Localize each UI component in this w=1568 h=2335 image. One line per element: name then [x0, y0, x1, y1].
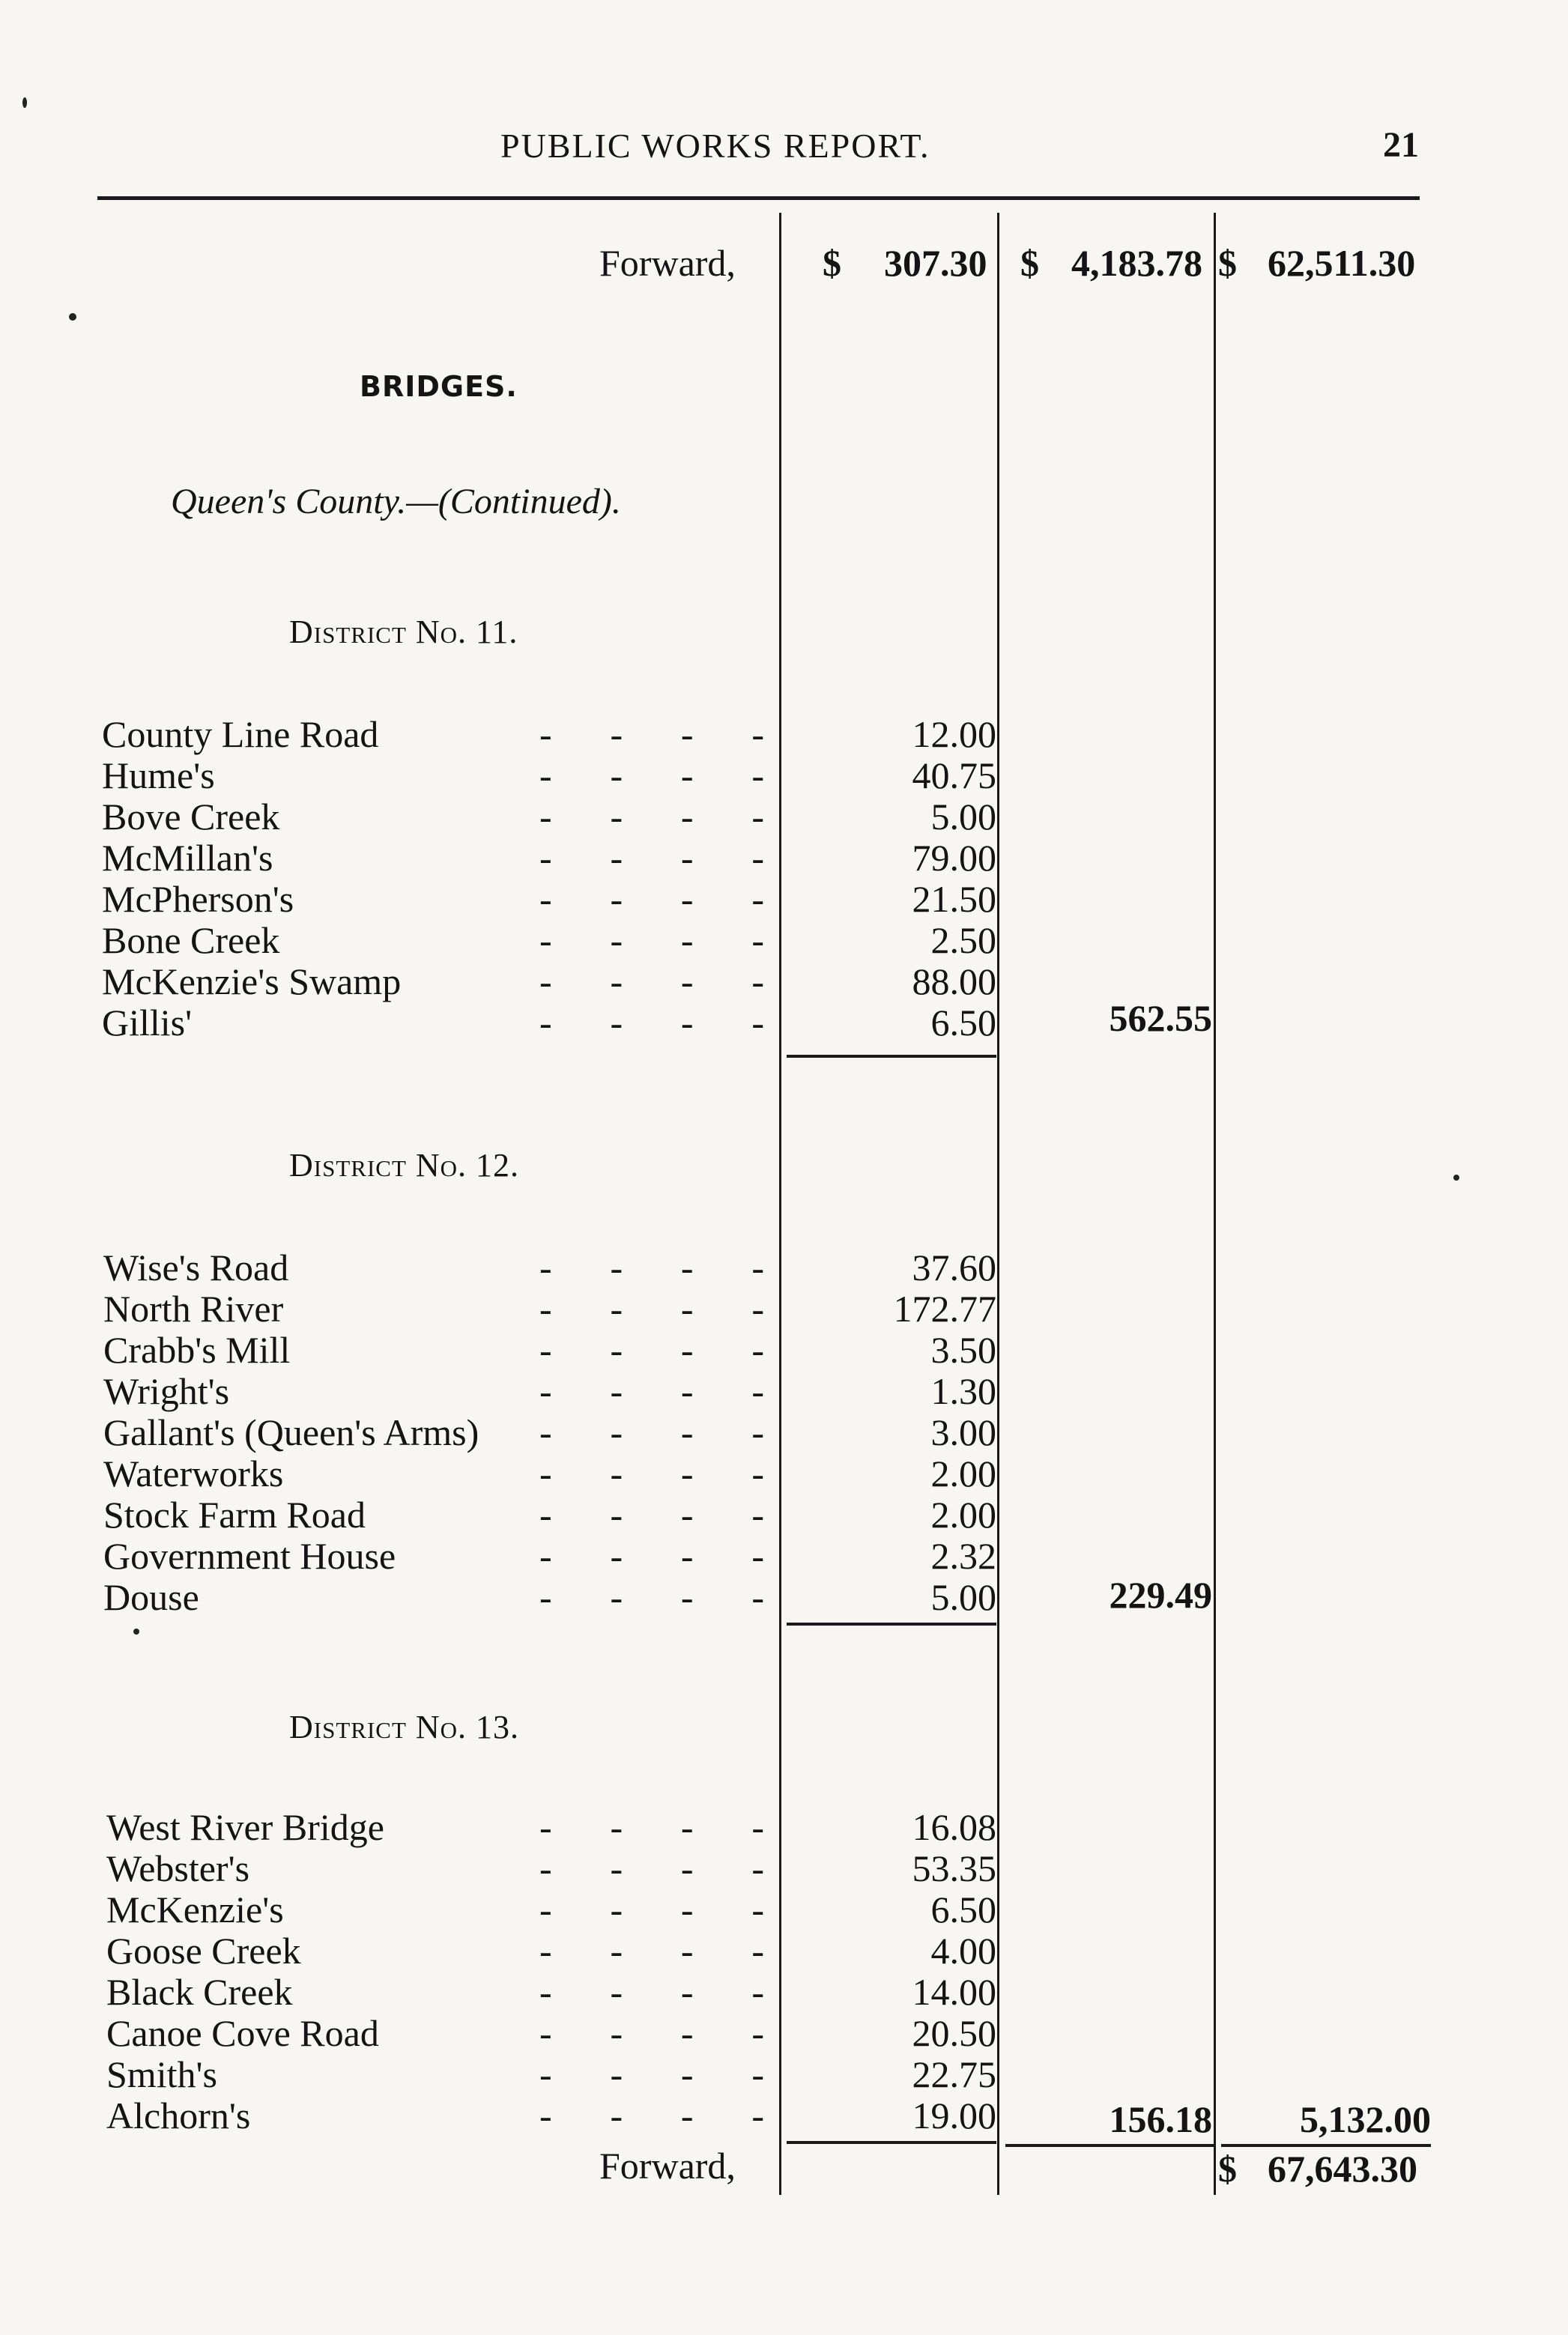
bridge-item-name: Crabb's Mill [103, 1329, 291, 1371]
bridge-item-amount: 5.00 [930, 1576, 996, 1618]
district-subtotal: 562.55 [1109, 997, 1212, 1039]
bridge-item-name: Bone Creek [102, 919, 280, 961]
bridge-item-name: Wright's [103, 1370, 230, 1412]
forward-col3-value: 62,511.30 [1268, 242, 1416, 284]
subtotal-rule [787, 1623, 996, 1626]
bridge-item-name: Alchorn's [106, 2095, 251, 2136]
scan-speck [22, 97, 27, 108]
bridge-item-name: Hume's [102, 754, 215, 796]
bridge-item-amount: 88.00 [912, 960, 996, 1002]
leader-dashes: - - - - [539, 2053, 764, 2095]
forward-label-top: Forward, [599, 242, 736, 284]
leader-dashes: - - - - [539, 919, 764, 961]
bridge-item-amount: 12.00 [912, 713, 996, 755]
forward-col1-value: 307.30 [884, 242, 987, 284]
bridge-item-name: McKenzie's [106, 1889, 284, 1930]
currency-symbol: $ [823, 242, 841, 284]
leader-dashes: - - - - [539, 1930, 764, 1972]
bridge-item-amount: 19.00 [912, 2095, 996, 2136]
section-total: 5,132.00 [1300, 2098, 1431, 2140]
leader-dashes: - - - - [539, 754, 764, 796]
county-title: Queen's County.—(Continued). [171, 482, 621, 521]
leader-dashes: - - - - [539, 1247, 764, 1288]
section-title: BRIDGES. [360, 370, 518, 403]
leader-dashes: - - - - [539, 1576, 764, 1618]
forward-col2-value: 4,183.78 [1071, 242, 1202, 284]
bridge-item-name: Canoe Cove Road [106, 2012, 379, 2054]
leader-dashes: - - - - [539, 1329, 764, 1371]
forward-bottom-total: 67,643.30 [1268, 2148, 1417, 2190]
bridge-item-amount: 79.00 [912, 837, 996, 879]
bridge-item-name: Wise's Road [103, 1247, 289, 1288]
bridge-item-name: McMillan's [102, 837, 273, 879]
bridge-item-name: Government House [103, 1535, 396, 1577]
bridge-item-name: Gallant's (Queen's Arms) [103, 1411, 479, 1453]
bridge-item-amount: 16.08 [912, 1806, 996, 1848]
bridge-item-amount: 6.50 [930, 1002, 996, 1044]
leader-dashes: - - - - [539, 1288, 764, 1330]
bridge-item-name: Gillis' [102, 1002, 193, 1044]
leader-dashes: - - - - [539, 2012, 764, 2054]
bridge-item-name: Bove Creek [102, 796, 280, 838]
bridge-item-amount: 2.50 [930, 919, 996, 961]
bridge-item-name: North River [103, 1288, 284, 1330]
leader-dashes: - - - - [539, 1002, 764, 1044]
bridge-item-amount: 53.35 [912, 1847, 996, 1889]
scan-speck [1453, 1175, 1459, 1181]
subtotal-rule [787, 1055, 996, 1058]
leader-dashes: - - - - [539, 1889, 764, 1930]
bridge-item-amount: 6.50 [930, 1889, 996, 1930]
header-rule [97, 196, 1420, 200]
bridge-item-amount: 5.00 [930, 796, 996, 838]
subtotal-rule [787, 2141, 996, 2144]
leader-dashes: - - - - [539, 796, 764, 838]
leader-dashes: - - - - [539, 1453, 764, 1494]
leader-dashes: - - - - [539, 1411, 764, 1453]
bridge-item-name: McKenzie's Swamp [102, 960, 402, 1002]
column-rule-middle [997, 213, 999, 2195]
leader-dashes: - - - - [539, 1494, 764, 1536]
leader-dashes: - - - - [539, 1535, 764, 1577]
bridge-item-amount: 1.30 [930, 1370, 996, 1412]
bridge-item-name: Waterworks [103, 1453, 284, 1494]
bridge-item-amount: 37.60 [912, 1247, 996, 1288]
bridge-item-name: McPherson's [102, 878, 294, 920]
bridge-item-amount: 40.75 [912, 754, 996, 796]
bridge-item-name: County Line Road [102, 713, 379, 755]
bridge-item-name: Smith's [106, 2053, 217, 2095]
leader-dashes: - - - - [539, 837, 764, 879]
bridge-item-amount: 2.00 [930, 1453, 996, 1494]
leader-dashes: - - - - [539, 1847, 764, 1889]
column-rule-left [779, 213, 781, 2195]
district-title: District No. 11. [289, 614, 518, 650]
leader-dashes: - - - - [539, 1806, 764, 1848]
scan-speck [133, 1629, 139, 1635]
bridge-item-amount: 3.00 [930, 1411, 996, 1453]
bridge-item-name: Douse [103, 1576, 199, 1618]
district-subtotal: 229.49 [1109, 1574, 1212, 1616]
bridge-item-amount: 3.50 [930, 1329, 996, 1371]
district-title: District No. 12. [289, 1147, 520, 1184]
currency-symbol: $ [1218, 242, 1237, 284]
subtotal-rule [1005, 2144, 1214, 2147]
bridge-item-amount: 20.50 [912, 2012, 996, 2054]
leader-dashes: - - - - [539, 878, 764, 920]
bridge-item-name: Stock Farm Road [103, 1494, 366, 1536]
bridge-item-amount: 2.00 [930, 1494, 996, 1536]
leader-dashes: - - - - [539, 2095, 764, 2136]
district-subtotal: 156.18 [1109, 2098, 1212, 2140]
leader-dashes: - - - - [539, 960, 764, 1002]
leader-dashes: - - - - [539, 1370, 764, 1412]
bridge-item-amount: 4.00 [930, 1930, 996, 1972]
bridge-item-name: Black Creek [106, 1971, 293, 2013]
bridge-item-name: Goose Creek [106, 1930, 301, 1972]
leader-dashes: - - - - [539, 1971, 764, 2013]
bridge-item-amount: 21.50 [912, 878, 996, 920]
district-title: District No. 13. [289, 1709, 520, 1745]
currency-symbol: $ [1218, 2148, 1237, 2190]
currency-symbol: $ [1020, 242, 1039, 284]
bridge-item-amount: 22.75 [912, 2053, 996, 2095]
bridge-item-amount: 172.77 [893, 1288, 996, 1330]
bridge-item-name: West River Bridge [106, 1806, 384, 1848]
page-title: PUBLIC WORKS REPORT. [500, 127, 930, 165]
bridge-item-amount: 14.00 [912, 1971, 996, 2013]
bridge-item-amount: 2.32 [930, 1535, 996, 1577]
column-rule-right [1214, 213, 1216, 2195]
page-number: 21 [1383, 125, 1419, 165]
leader-dashes: - - - - [539, 713, 764, 755]
scan-speck [69, 313, 76, 321]
forward-label-bottom: Forward, [599, 2145, 736, 2187]
bridge-item-name: Webster's [106, 1847, 250, 1889]
